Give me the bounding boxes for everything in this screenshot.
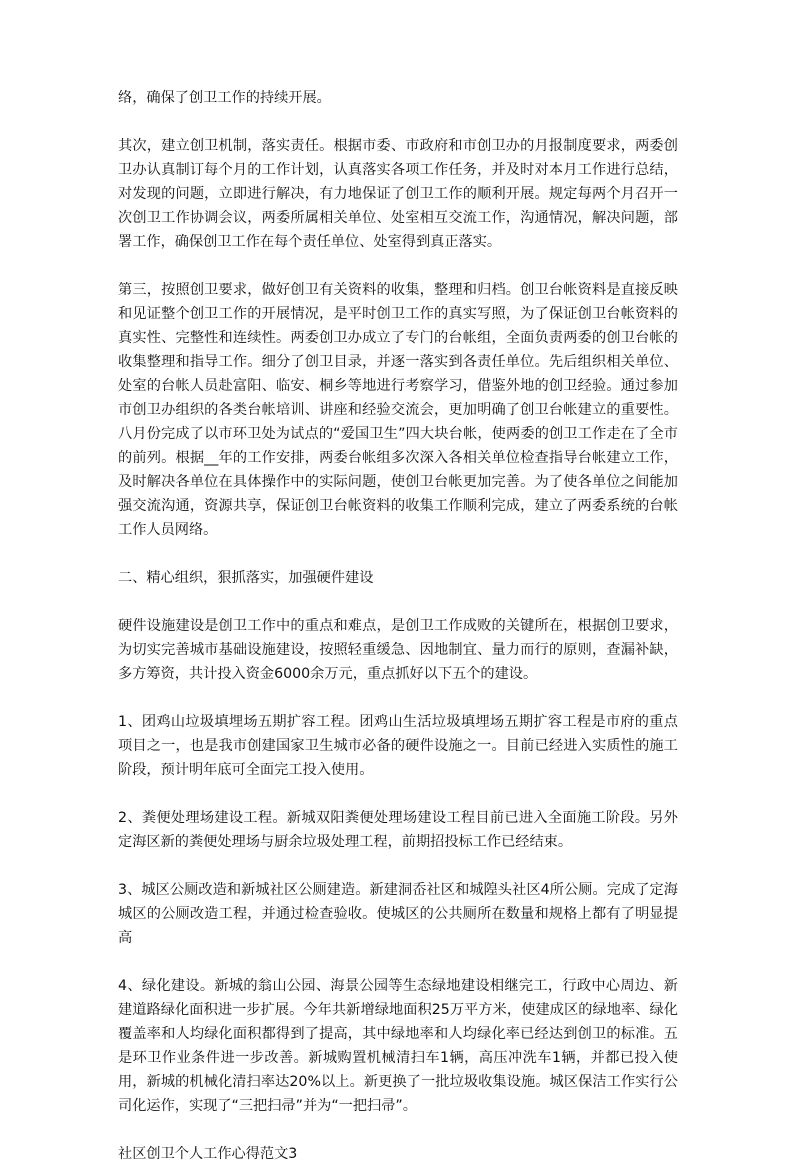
document-title-next: 社区创卫个人工作心得范文3	[118, 1146, 298, 1162]
document-page	[118, 86, 678, 1166]
paragraph-item-3: 3、城区公厕改造和新城社区公厕建造。新建洞岙社区和城隍头社区4所公厕。完成了定海城区的公厕改造工程，并通过检查验收。使城区的公共厕所在数量和规格上都有了明显提高	[118, 882, 678, 946]
paragraph-records: 第三，按照创卫要求，做好创卫有关资料的收集，整理和归档。创卫台帐资料是直接反映和见证整个创卫工作的开展情况，是平时创卫工作的真实写照，为了保证创卫台帐资料的真实性、完整性和连续性。两委创卫办成立了专门的台帐组，全面负责两委的创卫台帐的收集整理和指导工作。细分了创卫目录，并逐一落实到各责任单位。先后组织相关单位、处室的台帐人员赴富阳、临安、桐乡等地进行考察学习，借鉴外地的创卫经验。通过参加市创卫办组织的各类台帐培训、讲座和经验交流会，更加明确了创卫台帐建立的重要性。八月份完成了以市环卫处为试点的“爱国卫生”四大块台帐，使两委的创卫工作走在了全市的前列。根据__年的工作安排，两委台帐组多次深入各相关单位检查指导台帐建立工作，及时解决各单位在具体操作中的实际问题，使创卫台帐更加完善。为了使各单位之间能加强交流沟通，资源共享，保证创卫台帐资料的收集工作顺利完成，建立了两委系统的台帐工作人员网络。	[118, 282, 678, 538]
paragraph-mechanism: 其次，建立创卫机制，落实责任。根据市委、市政府和市创卫办的月报制度要求，两委创卫办认真制订每个月的工作计划，认真落实各项工作任务，并及时对本月工作进行总结，对发现的问题，立即进行解决，有力地保证了创卫工作的顺利开展。规定每两个月召开一次创卫工作协调会议，两委所属相关单位、处室相互交流工作，沟通情况，解决问题，部署工作，确保创卫工作在每个责任单位、处室得到真正落实。	[118, 138, 678, 250]
paragraph-hardware: 硬件设施建设是创卫工作中的重点和难点，是创卫工作成败的关键所在，根据创卫要求，为切实完善城市基础设施建设，按照轻重缓急、因地制宜、量力而行的原则，查漏补缺，多方筹资，共计投入资金6000余万元，重点抓好以下五个的建设。	[118, 618, 678, 682]
section-heading: 二、精心组织，狠抓落实，加强硬件建设	[118, 570, 374, 586]
paragraph-item-2: 2、粪便处理场建设工程。新城双阳粪便处理场建设工程目前已进入全面施工阶段。另外定海区新的粪便处理场与厨余垃圾处理工程，前期招投标工作已经结束。	[118, 810, 678, 850]
paragraph-item-1: 1、团鸡山垃圾填埋场五期扩容工程。团鸡山生活垃圾填埋场五期扩容工程是市府的重点项目之一，也是我市创建国家卫生城市必备的硬件设施之一。目前已经进入实质性的施工阶段，预计明年底可全面完工投入使用。	[118, 714, 678, 778]
paragraph-continuation: 络，确保了创卫工作的持续开展。	[118, 90, 331, 106]
paragraph-item-4: 4、绿化建设。新城的翁山公园、海景公园等生态绿地建设相继完工，行政中心周边、新建道路绿化面积进一步扩展。今年共新增绿地面积25万平方米，使建成区的绿地率、绿化覆盖率和人均绿化面积都得到了提高，其中绿地率和人均绿化率已经达到创卫的标准。五是环卫作业条件进一步改善。新城购置机械清扫车1辆，高压冲洗车1辆，并都已投入使用，新城的机械化清扫率达20%以上。新更换了一批垃圾收集设施。城区保洁工作实行公司化运作，实现了“三把扫帚”并为“一把扫帚”。	[118, 978, 678, 1114]
